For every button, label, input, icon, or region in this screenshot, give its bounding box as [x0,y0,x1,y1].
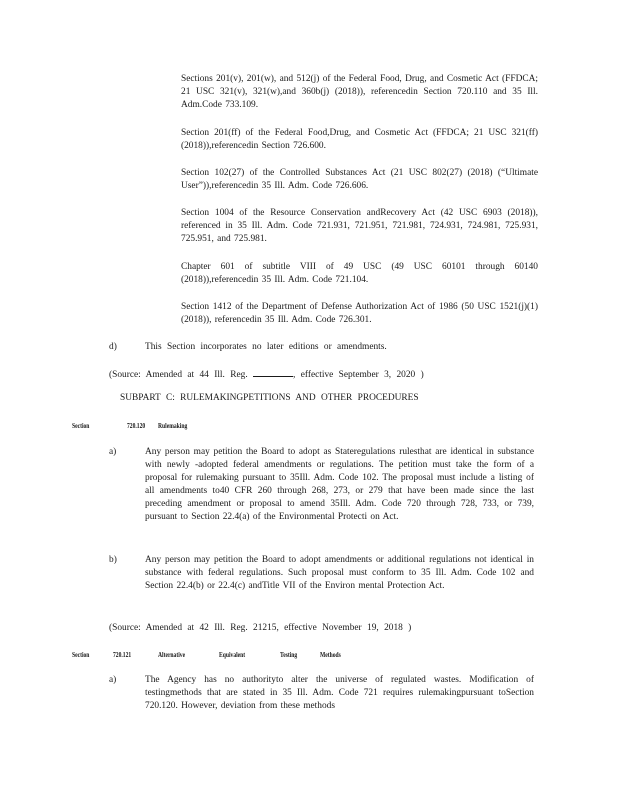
section-720-120-a-marker: a) [109,447,117,457]
reference-item-ffdca-sections: Sections 201(v), 201(w), and 512(j) of the Federal Food, Drug, and Cosmetic Act (FFDCA; 21 USC 321(v), 321(w),and 360b(j) (2018)), referencedin Section 720.110 and 35 Ill. Adm.Code 733.109. [181,74,538,110]
section-720-121-a-text: The Agency has no authorityto alter the universe of regulated wastes. Modification of testingmethods that are stated in 35 Ill. Adm. Code 721 requires rulemakingpursuant toSection 720.120. However, deviation from these methods [145,675,534,711]
section-720-120-title: Rulemaking [158,422,188,430]
section-720-120-number: 720.120 [127,422,146,430]
section-720-121-a-marker: a) [109,675,117,685]
subpart-heading: SUBPART C: RULEMAKINGPETITIONS AND OTHER PROCEDURES [120,393,419,403]
reference-item-rcra: Section 1004 of the Resource Conservation andRecovery Act (42 USC 6903 (2018)), referenced in 35 Ill. Adm. Code 721.931, 721.951, 721.981, 724.931, 724.981, 725.931, 725.951, and 725.981. [181,208,538,244]
source-note-1-blank [253,367,293,377]
reference-item-ffdca-201ff: Section 201(ff) of the Federal Food,Drug, and Cosmetic Act (FFDCA; 21 USC 321(ff) (2018)),referencedin Section 726.600. [181,128,538,151]
section-720-120-a-text: Any person may petition the Board to adopt as Stateregulations rulesthat are identical in substance with newly -adopted federal amendments or regulations. The petition must take the form of a proposal for rulemaking pursuant to 35Ill. Adm. Code 102. The proposal must include a listing of all amendments to40 CFR 260 through 268, 273, or 279 that have been made since the last preceding amendment or proposal to amend 35Ill. Adm. Code 720 through 728, 733, or 739, pursuant to Section 22.4(a) of the Environmental Protecti on Act. [145,447,534,522]
source-note-2: (Source: Amended at 42 Ill. Reg. 21215, effective November 19, 2018 ) [109,623,412,633]
section-720-121-number: 720.121 [113,651,132,659]
source-note-1-prefix: (Source: Amended at 44 Ill. Reg. [109,370,248,380]
section-720-121-title-word-2: Equivalent [219,651,246,659]
section-720-121-title-word-4: Methods [320,651,341,659]
reference-item-defense-authorization: Section 1412 of the Department of Defense Authorization Act of 1986 (50 USC 1521(j)(1) (2018)), referencedin 35 Ill. Adm. Code 726.301. [181,302,538,325]
section-720-120-b-text: Any person may petition the Board to adopt amendments or additional regulations not identical in substance with federal regulations. Such proposal must conform to 35 Ill. Adm. Code 102 and Section 22.4(b) or 22.4(c) andTitle VII of the Environ mental Protection Act. [145,555,534,591]
subsection-d-text: This Section incorporates no later editions or amendments. [145,342,387,352]
source-note-1-suffix: , effective September 3, 2020 ) [293,370,424,380]
reference-item-controlled-substances: Section 102(27) of the Controlled Substances Act (21 USC 802(27) (2018) (“Ultimate User”)),referencedin 35 Ill. Adm. Code 726.606. [181,168,538,191]
section-720-120-label: Section [72,422,90,430]
subsection-d-marker: d) [109,342,117,352]
section-720-121-label: Section [72,651,90,659]
section-720-120-b-marker: b) [109,555,117,565]
source-note-1 [109,367,424,382]
section-720-121-title-word-3: Testing [280,651,298,659]
section-720-121-title-word-1: Alternative [158,651,186,659]
reference-item-49-usc: Chapter 601 of subtitle VIII of 49 USC (49 USC 60101 through 60140 (2018)),referencedin 35 Ill. Adm. Code 721.104. [181,262,538,285]
